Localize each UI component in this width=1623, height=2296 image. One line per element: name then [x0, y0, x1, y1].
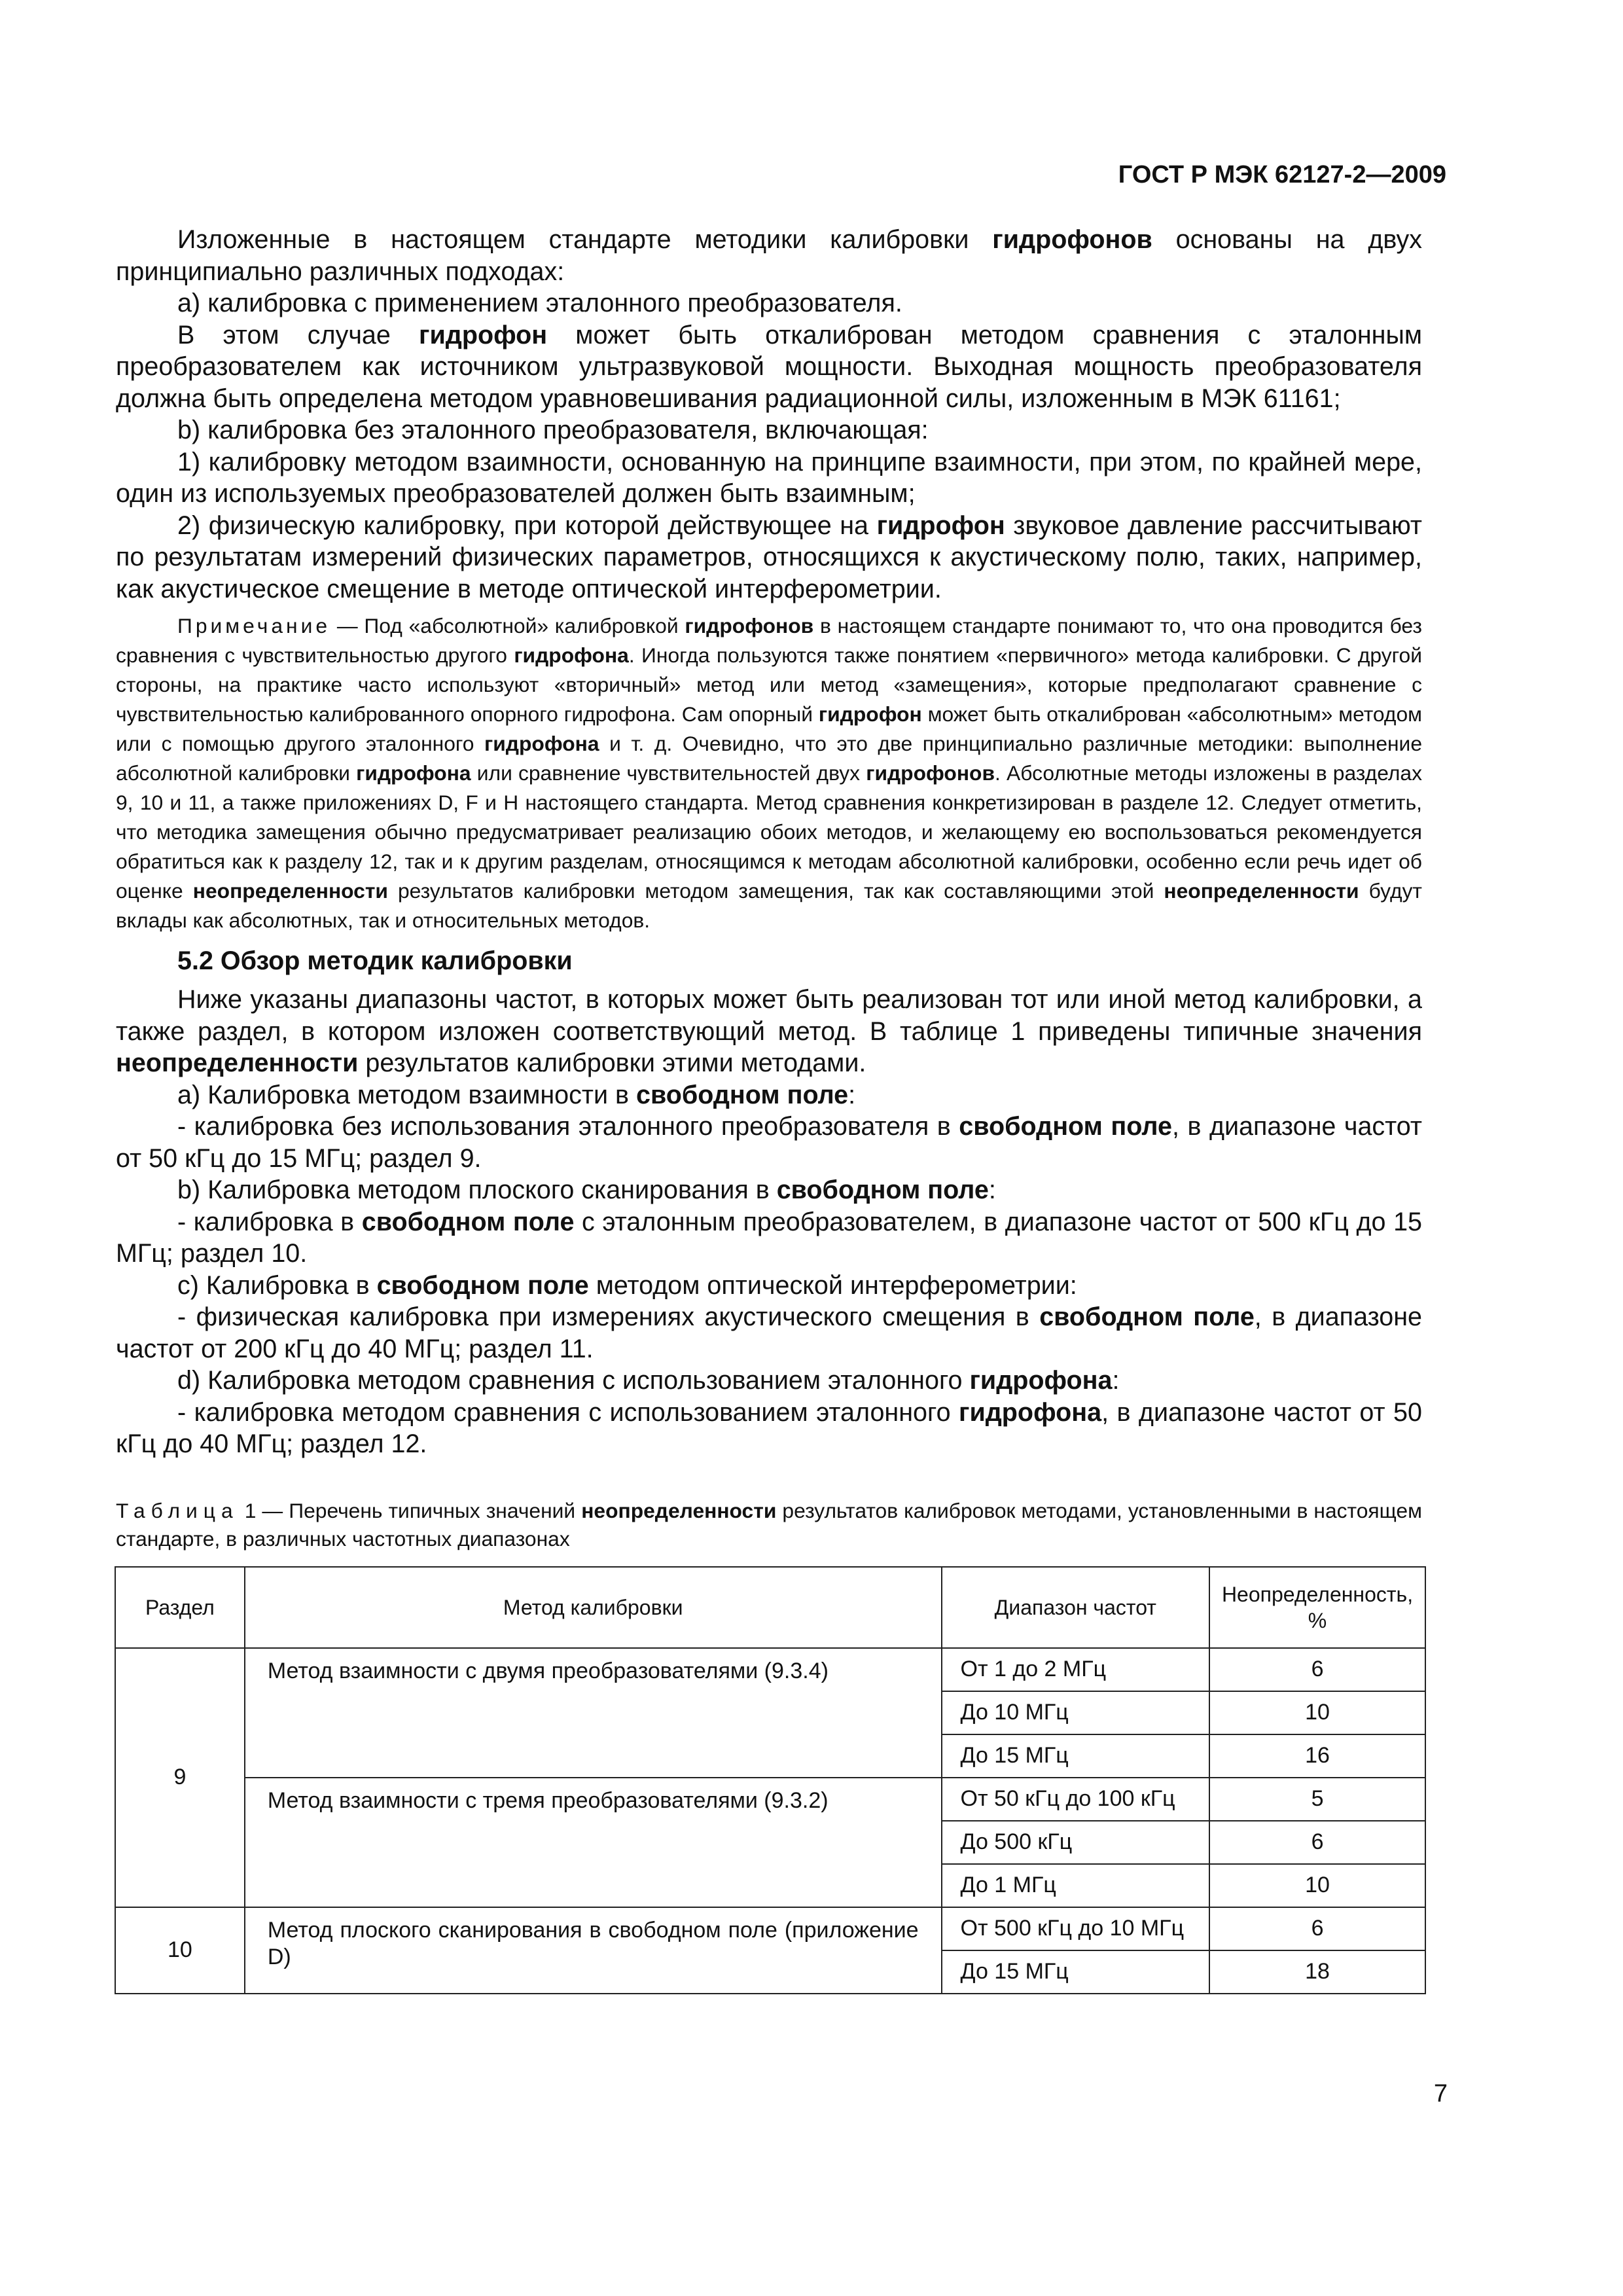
paragraph: d) Калибровка методом сравнения с использованием эталонного гидрофона: — [177, 1366, 1120, 1395]
note-paragraph — [116, 611, 1422, 935]
section-body — [116, 984, 1422, 1460]
bold-term: свободном поле — [1039, 1302, 1255, 1331]
bold-term: гидрофона — [969, 1366, 1113, 1395]
uncertainty-cell: 5 — [1209, 1778, 1425, 1821]
paragraph: b) калибровка без эталонного преобразователя, включающая: — [177, 416, 929, 444]
bold-term: неопределенности — [581, 1498, 777, 1522]
bold-term: гидрофон — [419, 320, 548, 350]
method-cell: Метод взаимности с тремя преобразователями (9.3.2) — [245, 1778, 942, 1907]
section-cell: 9 — [115, 1648, 245, 1907]
frequency-range-cell: До 15 МГц — [942, 1734, 1210, 1778]
method-cell: Метод взаимности с двумя преобразователями (9.3.4) — [245, 1648, 942, 1778]
uncertainty-cell: 6 — [1209, 1648, 1425, 1691]
uncertainty-cell: 10 — [1209, 1864, 1425, 1907]
bold-term: гидрофона — [356, 761, 471, 785]
bold-term: гидрофона — [484, 732, 599, 755]
uncertainty-cell: 6 — [1209, 1821, 1425, 1864]
header-section: Раздел — [115, 1567, 245, 1648]
header-method: Метод калибровки — [245, 1567, 942, 1648]
header-frequency-range: Диапазон частот — [942, 1567, 1210, 1648]
paragraph: a) Калибровка методом взаимности в свободном поле: — [177, 1080, 856, 1109]
uncertainty-cell: 6 — [1209, 1907, 1425, 1950]
uncertainty-cell: 18 — [1209, 1950, 1425, 1994]
frequency-range-cell: До 1 МГц — [942, 1864, 1210, 1907]
table-body — [115, 1648, 1425, 1994]
uncertainty-table — [115, 1566, 1426, 1994]
frequency-range-cell: До 10 МГц — [942, 1691, 1210, 1734]
paragraph: 2) физическую калибровку, при которой действующее на гидрофон звуковое давление рассчитывают по результатам измерений физических параметров, относящихся к акустическому полю, таких, например, как акустическое смещение в методе оптической интерферометрии. — [116, 511, 1422, 603]
paragraph: - калибровка без использования эталонного преобразователя в свободном поле, в диапазоне частот от 50 кГц до 15 МГц; раздел 9. — [116, 1112, 1423, 1173]
note-text: — Под «абсолютной» калибровкой гидрофонов в настоящем стандарте понимают то, что она проводится без сравнения с чувствительностью другого гидрофона. Иногда пользуются также понятием «первичного» метода калибровки. С другой стороны, на практике часто используют «вторичный» метод или метод «замещения», которые предполагают сравнение с чувствительностью калиброванного опорного гидрофона. Сам опорный гидрофон может быть откалиброван «абсолютным» методом или с помощью другого эталонного гидрофона и т. д. Очевидно, что это две принципиально различные методики: выполнение абсолютной калибровки гидрофона или сравнение чувствительностей двух гидрофонов. Абсолютные методы изложены в разделах 9, 10 и 11, а также приложениях D, F и H настоящего стандарта. Метод сравнения конкретизирован в разделе 12. Следует отметить, что методика замещения обычно предусматривает реализацию обоих методов, и желающему ею воспользоваться рекомендуется обратиться как к разделу 12, так и к другим разделам, относящимся к методам абсолютной калибровки, особенно если речь идет об оценке неопределенности результатов калибровки методом замещения, так как составляющими этой неопределенности будут вклады как абсолютных, так и относительных методов. — [116, 614, 1423, 932]
bold-term: гидрофон — [818, 702, 922, 726]
table-row — [115, 1907, 1425, 1950]
frequency-range-cell: До 15 МГц — [942, 1950, 1210, 1994]
bold-term: гидрофон — [876, 511, 1005, 540]
bold-term: гидрофонов — [685, 614, 814, 637]
uncertainty-cell: 10 — [1209, 1691, 1425, 1734]
bold-term: свободном поле — [361, 1207, 575, 1236]
table-row — [115, 1778, 1425, 1821]
bold-term: неопределенности — [116, 1049, 359, 1077]
table-caption — [116, 1497, 1422, 1553]
paragraph: b) Калибровка методом плоского сканирования в свободном поле: — [177, 1175, 996, 1204]
bold-term: гидрофона — [959, 1397, 1102, 1427]
page-number: 7 — [1433, 2080, 1448, 2108]
paragraph: а) калибровка с применением эталонного преобразователя. — [177, 289, 902, 317]
bold-term: свободном поле — [636, 1080, 849, 1109]
bold-term: свободном поле — [959, 1112, 1172, 1141]
table-caption-lead: Таблица — [116, 1498, 239, 1522]
table-caption-text: 1 — Перечень типичных значений неопределенности результатов калибровок методами, установленными в настоящем стандарте, в различных частотных диапазонах — [116, 1498, 1422, 1551]
header-uncertainty: Неопределенность, % — [1209, 1567, 1425, 1648]
paragraph: Изложенные в настоящем стандарте методики калибровки гидрофонов основаны на двух принципиально различных подходах: — [116, 225, 1422, 286]
paragraph: Ниже указаны диапазоны частот, в которых может быть реализован тот или иной метод калибровки, а также раздел, в котором изложен соответствующий метод. В таблице 1 приведены типичные значения неопределенности результатов калибровки этими методами. — [116, 985, 1422, 1077]
note-lead: Примечание — [177, 614, 331, 637]
bold-term: гидрофонов — [866, 761, 995, 785]
paragraph: 1) калибровку методом взаимности, основанную на принципе взаимности, при этом, по крайней мере, один из используемых преобразователей должен быть взаимным; — [116, 447, 1422, 508]
method-cell: Метод плоского сканирования в свободном поле (приложение D) — [245, 1907, 942, 1994]
frequency-range-cell: От 50 кГц до 100 кГц — [942, 1778, 1210, 1821]
bold-term: гидрофона — [514, 643, 629, 667]
paragraph: - калибровка методом сравнения с использованием эталонного гидрофона, в диапазоне частот от 50 кГц до 40 МГц; раздел 12. — [116, 1397, 1422, 1458]
uncertainty-cell: 16 — [1209, 1734, 1425, 1778]
frequency-range-cell: От 1 до 2 МГц — [942, 1648, 1210, 1691]
intro-text — [116, 224, 1422, 605]
document-code: ГОСТ Р МЭК 62127-2—2009 — [1118, 161, 1446, 188]
section-cell: 10 — [115, 1907, 245, 1994]
paragraph: В этом случае гидрофон может быть откалиброван методом сравнения с эталонным преобразователем как источником ультразвуковой мощности. Выходная мощность преобразователя должна быть определена методом уравновешивания радиационной силы, изложенным в МЭК 61161; — [116, 320, 1422, 413]
paragraph: - физическая калибровка при измерениях акустического смещения в свободном поле, в диапазоне частот от 200 кГц до 40 МГц; раздел 11. — [116, 1302, 1423, 1363]
table-header-row — [115, 1567, 1425, 1648]
bold-term: гидрофонов — [992, 225, 1152, 254]
section-title: 5.2 Обзор методик калибровки — [177, 946, 573, 975]
bold-term: свободном поле — [376, 1270, 589, 1300]
frequency-range-cell: От 500 кГц до 10 МГц — [942, 1907, 1210, 1950]
paragraph: c) Калибровка в свободном поле методом оптической интерферометрии: — [177, 1270, 1077, 1300]
bold-term: свободном поле — [776, 1175, 989, 1204]
bold-term: неопределенности — [1164, 879, 1359, 903]
page-content — [116, 224, 1422, 1994]
paragraph: - калибровка в свободном поле с эталонным преобразователем, в диапазоне частот от 500 кГц до 15 МГц; раздел 10. — [116, 1207, 1423, 1268]
bold-term: неопределенности — [192, 879, 388, 903]
frequency-range-cell: До 500 кГц — [942, 1821, 1210, 1864]
table-row — [115, 1648, 1425, 1691]
